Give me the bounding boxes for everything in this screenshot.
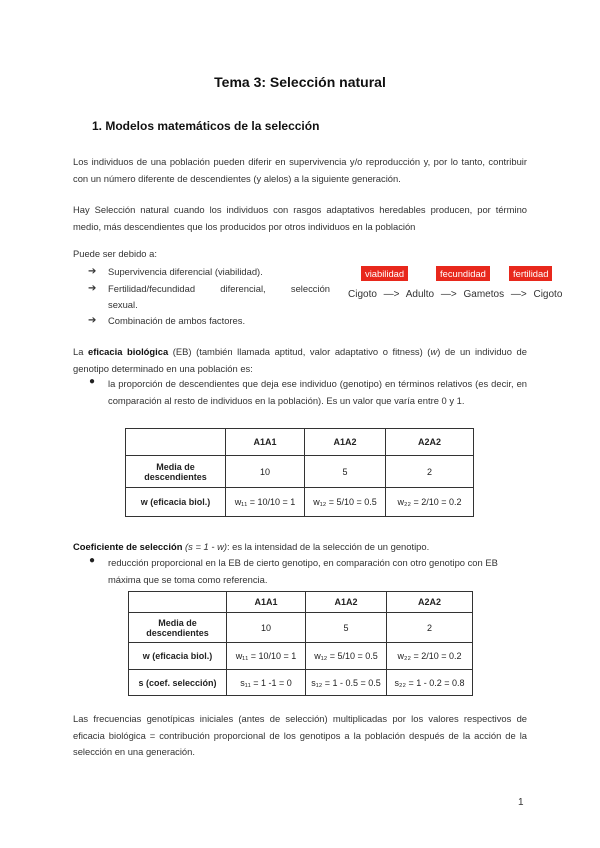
- coef-term: Coeficiente de selección: [73, 541, 183, 552]
- paragraph-definition: Hay Selección natural cuando los individuos con rasgos adaptativos heredables producen, por término medio, más descendientes que los producidos por otros individuos en la población: [73, 204, 527, 232]
- table-header-cell: [129, 592, 227, 613]
- table-cell: 10: [227, 613, 306, 643]
- paragraph-coeficiente: [73, 539, 527, 556]
- paragraph-intro: Los individuos de una población pueden diferir en supervivencia y/o reproducción y, por lo tanto, contribuir con un número diferente de descendientes (y alelos) a la siguiente generación.: [73, 156, 527, 184]
- arrow-bullet-icon: ➔: [88, 266, 97, 277]
- table-cell: 5: [305, 456, 386, 488]
- table-cell: w₂₂ = 2/10 = 0.2: [387, 643, 473, 670]
- table-row-label: w (eficacia biol.): [129, 643, 227, 670]
- coef-rest: : es la intensidad de la selección de un genotipo.: [226, 541, 430, 552]
- life-cycle-flow: Cigoto —> Adulto —> Gametos —> Cigoto: [348, 289, 563, 300]
- table-cell: s₂₂ = 1 - 0.2 = 0.8: [387, 670, 473, 696]
- coef-formula: (s = 1 - w): [185, 541, 227, 552]
- table-row-label: Media de descendientes: [126, 456, 226, 488]
- table-cell: 5: [306, 613, 387, 643]
- table-coeficiente: [128, 591, 473, 696]
- table-row-label: Media de descendientes: [129, 613, 227, 643]
- list-item: Fertilidad/fecundidad diferencial, selección: [108, 283, 330, 294]
- eb-lead: La: [73, 346, 84, 357]
- table-cell: 2: [387, 613, 473, 643]
- tag-fertilidad: fertilidad: [509, 266, 552, 281]
- tag-viabilidad: viabilidad: [361, 266, 408, 281]
- table-header-cell: A2A2: [387, 592, 473, 613]
- table-cell: w₁₂ = 5/10 = 0.5: [306, 643, 387, 670]
- table-cell: s₁₁ = 1 -1 = 0: [227, 670, 306, 696]
- page-number: 1: [518, 797, 524, 808]
- eb-rest1: (EB) (también llamada aptitud, valor adaptativo o fitness) (: [172, 346, 431, 357]
- table-header-cell: A1A1: [226, 429, 305, 456]
- table-cell: w₁₁ = 10/10 = 1: [226, 488, 305, 517]
- bullet-icon: ●: [89, 555, 96, 566]
- paragraph-conclusion: Las frecuencias genotípicas iniciales (antes de selección) multiplicadas por los valores respectivos de eficacia biológica = contribución proporcional de los genotipos a la población después de la acción de la selección en una generación.: [73, 713, 527, 757]
- table-cell: s₁₂ = 1 - 0.5 = 0.5: [306, 670, 387, 696]
- section-heading: 1. Modelos matemáticos de la selección: [92, 119, 320, 133]
- list-item: Supervivencia diferencial (viabilidad).: [108, 266, 263, 277]
- eb-bullet-text: la proporción de descendientes que deja ese individuo (genotipo) en términos relativos (es decir, en comparación al resto de individuos en la población). Es un valor que varía entre 0 y 1.: [108, 378, 527, 406]
- table-eficacia: [125, 428, 474, 517]
- eb-rest2: ) de un individuo de genotipo determinado en una población es:: [73, 346, 527, 374]
- table-header-cell: [126, 429, 226, 456]
- coef-bullet-text: reducción proporcional en la EB de cierto genotipo, en comparación con otro genotipo con EB máxima que se toma como referencia.: [108, 557, 498, 585]
- paragraph-eficacia: [73, 344, 527, 377]
- arrow-bullet-icon: ➔: [88, 315, 97, 326]
- table-row-label: w (eficacia biol.): [126, 488, 226, 517]
- table-cell: 10: [226, 456, 305, 488]
- table-header-cell: A2A2: [386, 429, 474, 456]
- table-header-cell: A1A1: [227, 592, 306, 613]
- list-item: Combinación de ambos factores.: [108, 315, 246, 326]
- table-cell: 2: [386, 456, 474, 488]
- eb-term: eficacia biológica: [88, 346, 169, 357]
- eb-w: w: [430, 346, 438, 357]
- table-header-cell: A1A2: [306, 592, 387, 613]
- table-header-cell: A1A2: [305, 429, 386, 456]
- table-cell: w₁₁ = 10/10 = 1: [227, 643, 306, 670]
- paragraph-causes: Puede ser debido a:: [73, 248, 157, 259]
- tag-fecundidad: fecundidad: [436, 266, 490, 281]
- page-title: Tema 3: Selección natural: [214, 74, 386, 90]
- table-cell: w₁₂ = 5/10 = 0.5: [305, 488, 386, 517]
- list-item-continuation: sexual.: [108, 299, 138, 310]
- arrow-bullet-icon: ➔: [88, 283, 97, 294]
- bullet-icon: ●: [89, 376, 96, 387]
- table-cell: w₂₂ = 2/10 = 0.2: [386, 488, 474, 517]
- table-row-label: s (coef. selección): [129, 670, 227, 696]
